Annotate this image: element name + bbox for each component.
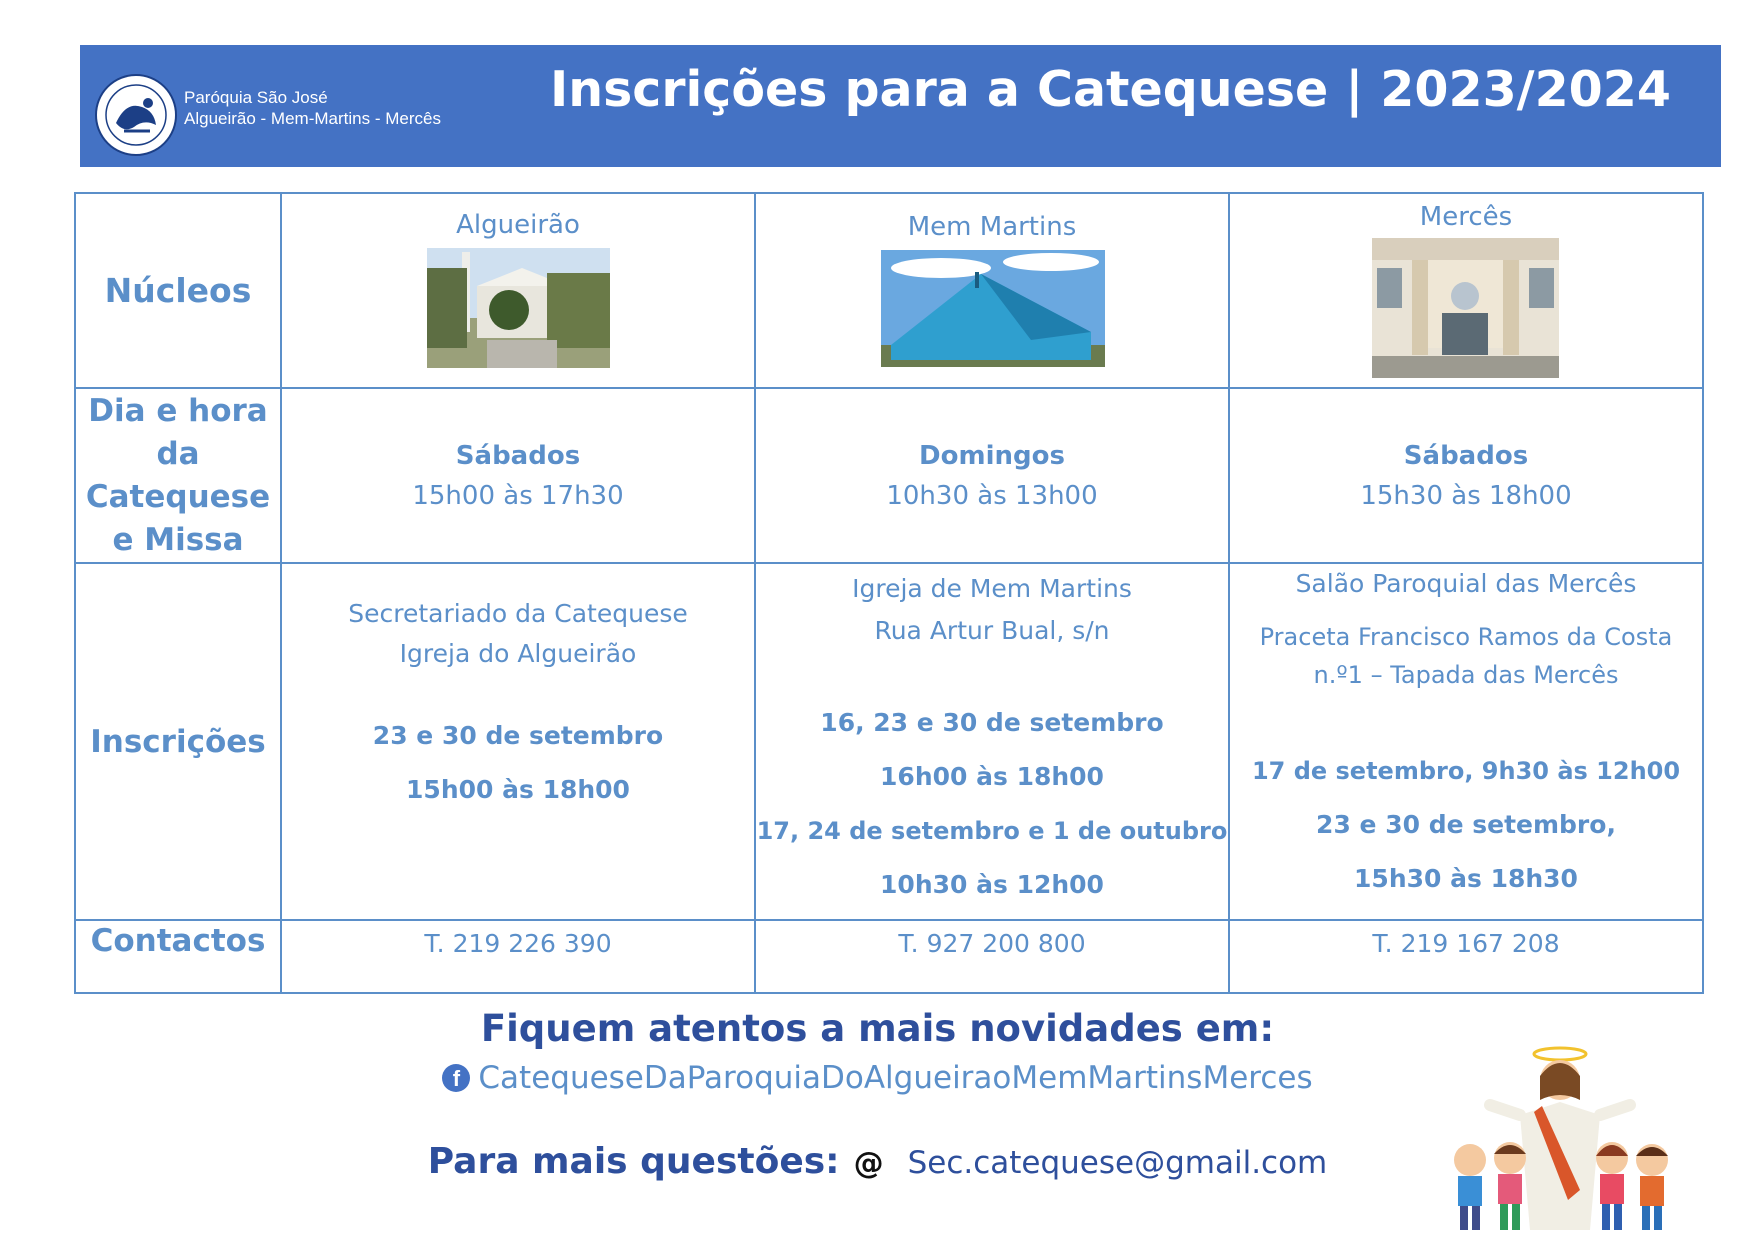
parish-line-1: Paróquia São José (184, 88, 328, 107)
schedule-hours: 15h00 às 17h30 (412, 480, 624, 511)
stay-tuned-text: Fiquem atentos a mais novidades em: (480, 1007, 1275, 1050)
label-nucleos: Núcleos (75, 193, 281, 388)
parish-name (184, 87, 441, 129)
schedule-day: Sábados (1403, 440, 1529, 471)
registration-location: Secretariado da Catequese (348, 599, 688, 628)
mem-martins-church-photo (881, 250, 1105, 367)
parish-line-2: Algueirão - Mem-Martins - Mercês (184, 109, 441, 128)
registration-dates: 16, 23 e 30 de setembro (820, 708, 1164, 737)
page-title: Inscrições para a Catequese | 2023/2024 (550, 61, 1671, 118)
nucleo-mem-martins-cell (755, 193, 1229, 388)
registration-hours: 15h00 às 18h00 (406, 775, 630, 804)
at-symbol: @ (853, 1146, 884, 1181)
registration-dates: 23 e 30 de setembro (372, 721, 664, 750)
label-inscricoes: Inscrições (75, 563, 281, 920)
phone-merces: T. 219 167 208 (1229, 920, 1703, 993)
registration-location: Praceta Francisco Ramos da Costa (1259, 623, 1673, 651)
registration-location: Salão Paroquial das Mercês (1295, 569, 1637, 598)
schedule-hours: 15h30 às 18h00 (1360, 480, 1572, 511)
row-nucleos (75, 193, 1703, 388)
registration-location: Igreja de Mem Martins (852, 574, 1132, 603)
label-dia-hora-line-1: Dia e hora (88, 392, 268, 429)
algueirao-church-photo (427, 248, 610, 368)
registration-algueirao (281, 563, 755, 920)
phone-mem-martins: T. 927 200 800 (755, 920, 1229, 993)
catechesis-table (74, 192, 1704, 994)
contact-email-link[interactable]: Sec.catequese@gmail.com (907, 1145, 1328, 1181)
registration-mem-martins (755, 563, 1229, 920)
registration-hours: 10h30 às 12h00 (880, 870, 1104, 899)
parish-logo (94, 73, 178, 157)
schedule-merces (1229, 388, 1703, 563)
label-dia-hora-line-4: e Missa (112, 521, 244, 558)
schedule-mem-martins (755, 388, 1229, 563)
schedule-hours: 10h30 às 13h00 (886, 480, 1098, 511)
nucleo-algueirao-cell (281, 193, 755, 388)
registration-dates: 17 de setembro, 9h30 às 12h00 (1251, 757, 1681, 785)
row-dia-hora (75, 388, 1703, 563)
facebook-page-link[interactable]: CatequeseDaParoquiaDoAlgueiraoMemMartinsMerces (478, 1060, 1313, 1096)
registration-dates: 17, 24 de setembro e 1 de outubro (756, 817, 1228, 845)
phone-algueirao: T. 219 226 390 (281, 920, 755, 993)
nucleo-merces-cell (1229, 193, 1703, 388)
schedule-day: Sábados (455, 440, 581, 471)
nucleo-name: Mem Martins (907, 212, 1077, 242)
label-dia-hora-line-2: da (156, 435, 200, 472)
registration-location: n.º1 – Tapada das Mercês (1313, 661, 1619, 689)
registration-hours: 15h30 às 18h30 (1354, 864, 1578, 893)
nucleo-name: Algueirão (456, 210, 580, 240)
row-inscricoes (75, 563, 1703, 920)
schedule-algueirao (281, 388, 755, 563)
registration-location: Igreja do Algueirão (399, 639, 637, 668)
registration-dates: 23 e 30 de setembro, (1316, 810, 1616, 839)
row-contactos (75, 920, 1703, 993)
nucleo-name: Mercês (1419, 202, 1513, 232)
label-dia-hora (75, 388, 281, 563)
questions-label: Para mais questões: (427, 1141, 840, 1182)
registration-merces (1229, 563, 1703, 920)
label-contactos: Contactos (75, 920, 281, 993)
registration-location: Rua Artur Bual, s/n (874, 616, 1110, 645)
jesus-with-children-illustration (1430, 1040, 1690, 1235)
schedule-day: Domingos (919, 440, 1065, 471)
registration-hours: 16h00 às 18h00 (880, 762, 1104, 791)
merces-hall-photo (1372, 238, 1559, 378)
facebook-icon: f (442, 1064, 470, 1092)
header-banner (80, 45, 1721, 167)
label-dia-hora-line-3: Catequese (85, 478, 271, 515)
